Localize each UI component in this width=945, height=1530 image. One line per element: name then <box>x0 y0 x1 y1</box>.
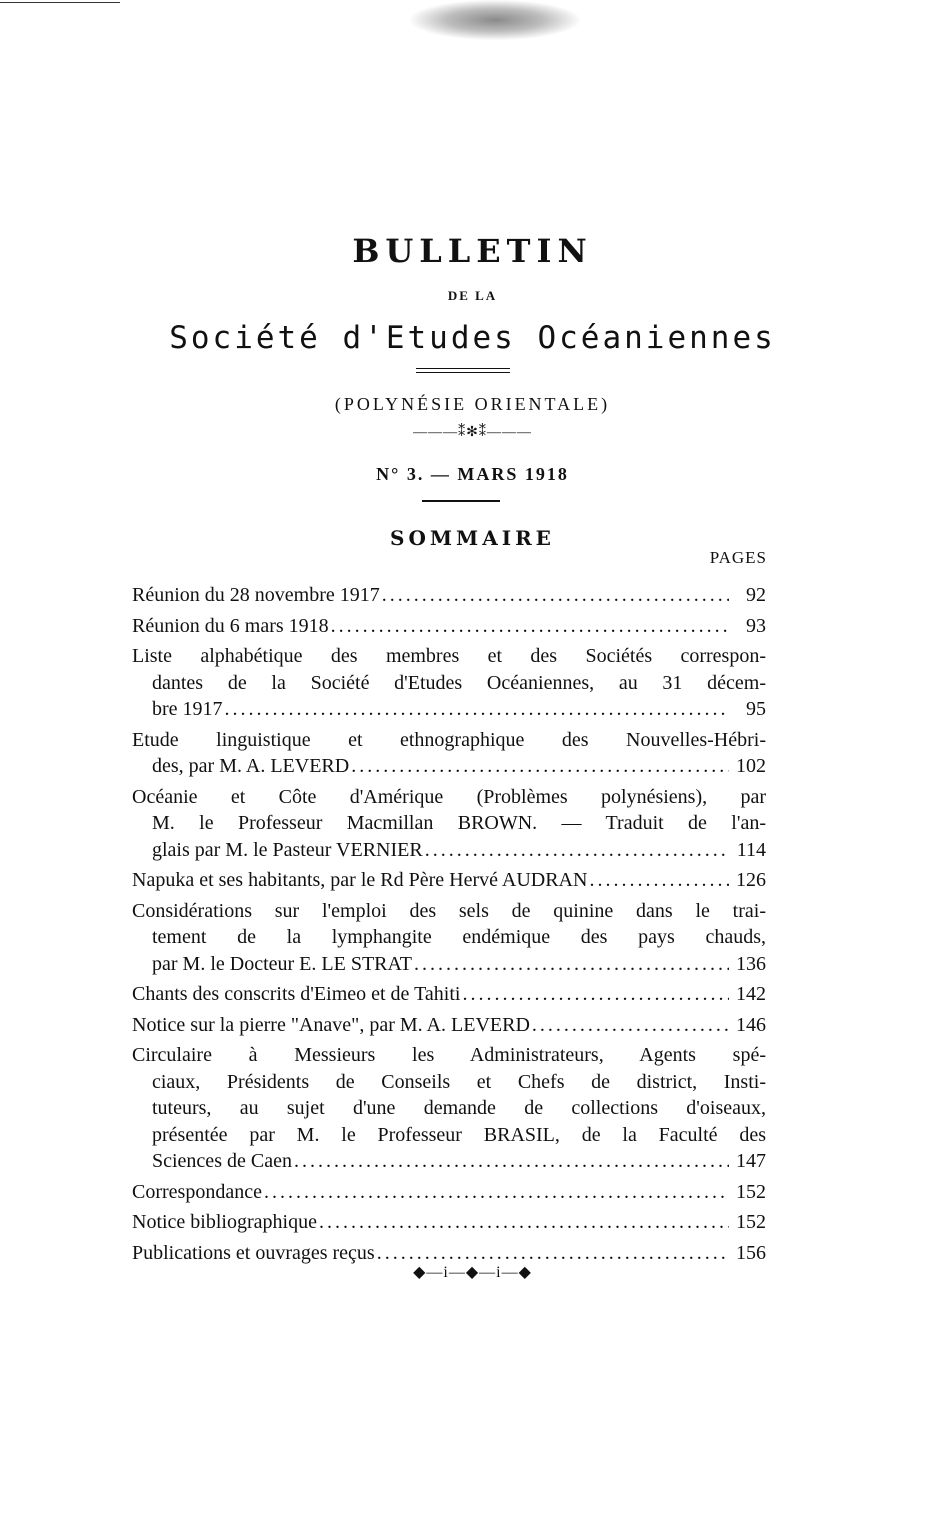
toc-entry-text: Considérations sur l'emploi des sels de quinine dans le trai- <box>132 899 766 922</box>
toc-entry <box>132 1042 766 1175</box>
dot-leader <box>532 1012 729 1039</box>
toc-entry <box>132 784 766 864</box>
ink-blot <box>410 0 580 40</box>
toc-entry-text: Liste alphabétique des membres et des Sociétés correspon- <box>132 645 766 667</box>
toc-entry-line <box>132 837 766 864</box>
toc-entry-line <box>132 784 766 811</box>
toc-entry-line <box>132 613 766 640</box>
toc-entry-text: présentée par M. le Professeur BRASIL, de la Faculté des <box>152 1123 766 1146</box>
toc-entry-text: Océanie et Côte d'Amérique (Problèmes polynésiens), par <box>132 785 766 808</box>
pages-column-label: PAGES <box>709 548 767 567</box>
toc-entry <box>132 1209 766 1236</box>
ornament-divider: ———⁑✻⁑——— <box>413 425 532 440</box>
toc-page-number: 156 <box>736 1241 766 1264</box>
toc-entry <box>132 867 766 894</box>
dot-leader <box>319 1209 729 1236</box>
toc-entry-line <box>132 1209 766 1236</box>
toc-entry-line <box>132 582 766 609</box>
toc-entry-line <box>132 753 766 780</box>
toc-entry-text: Correspondance <box>132 1180 262 1203</box>
toc-entry-text: dantes de la Société d'Etudes Océaniennes, au 31 décem- <box>152 671 766 694</box>
toc-entry-line <box>132 1179 766 1206</box>
toc-entry <box>132 643 766 723</box>
issue-number: N° 3. — MARS 1918 <box>376 464 569 484</box>
toc-page-number: 152 <box>736 1180 766 1203</box>
bulletin-title: BULLETIN <box>352 232 593 270</box>
toc-entry-text: Sciences de Caen <box>152 1150 292 1172</box>
toc-entry-line <box>132 1042 766 1069</box>
toc-entry-line <box>132 1148 766 1175</box>
toc-entry-text: tement de la lymphangite endémique des pays chauds, <box>152 926 766 948</box>
toc-entry-text: Notice bibliographique <box>132 1211 317 1233</box>
toc-page-number: 152 <box>736 1211 766 1233</box>
toc-entry <box>132 898 766 978</box>
toc-entry-line <box>132 867 766 894</box>
toc-entry-text: bre 1917 <box>152 698 223 720</box>
dot-leader <box>382 582 729 609</box>
issue-rule <box>422 500 500 502</box>
toc-entry <box>132 981 766 1008</box>
title-rule-1 <box>416 368 510 369</box>
society-name: Société d'Etudes Océaniennes <box>169 320 776 356</box>
toc-entry-line <box>132 1012 766 1039</box>
table-of-contents <box>132 582 766 1270</box>
dot-leader <box>589 867 729 894</box>
toc-entry-text: Réunion du 28 novembre 1917 <box>132 584 380 606</box>
sommaire-heading: SOMMAIRE <box>390 526 555 550</box>
toc-entry-line <box>132 810 766 837</box>
toc-entry-line <box>132 670 766 697</box>
toc-page-number: 142 <box>736 983 766 1005</box>
toc-page-number: 136 <box>736 952 766 975</box>
toc-entry-text: M. le Professeur Macmillan BROWN. — Traduit de l'an- <box>152 812 766 834</box>
toc-page-number: 146 <box>736 1013 766 1036</box>
dot-leader <box>331 613 729 640</box>
toc-entry-text: glais par M. le Pasteur VERNIER <box>152 838 423 861</box>
dot-leader <box>225 696 729 723</box>
toc-entry-line <box>132 1069 766 1096</box>
footer-ornament: ◆—i—◆—i—◆ <box>413 1264 532 1281</box>
toc-page-number: 95 <box>746 698 766 720</box>
toc-entry-text: Réunion du 6 mars 1918 <box>132 614 329 637</box>
toc-entry-line <box>132 924 766 951</box>
toc-entry-text: Circulaire à Messieurs les Administrateurs, Agents spé- <box>132 1044 766 1066</box>
toc-entry <box>132 1012 766 1039</box>
toc-entry <box>132 1179 766 1206</box>
toc-entry <box>132 582 766 609</box>
dot-leader <box>414 951 729 978</box>
toc-entry-text: tuteurs, au sujet d'une demande de collections d'oiseaux, <box>152 1097 766 1119</box>
toc-entry <box>132 727 766 780</box>
toc-page-number: 92 <box>746 584 766 606</box>
toc-entry-text: ciaux, Présidents de Conseils et Chefs de district, Insti- <box>152 1070 766 1093</box>
toc-entry-text: Chants des conscrits d'Eimeo et de Tahiti <box>132 983 461 1005</box>
title-rule-2 <box>416 372 510 373</box>
toc-entry-text: Etude linguistique et ethnographique des Nouvelles-Hébri- <box>132 728 766 751</box>
dot-leader <box>462 981 729 1008</box>
toc-entry-line <box>132 1095 766 1122</box>
toc-entry-line <box>132 643 766 670</box>
toc-entry-line <box>132 696 766 723</box>
dot-leader <box>294 1148 729 1175</box>
toc-page-number: 147 <box>736 1150 766 1172</box>
toc-page-number: 114 <box>736 838 766 861</box>
toc-entry-line <box>132 727 766 754</box>
toc-page-number: 102 <box>736 755 766 777</box>
toc-entry-text: des, par M. A. LEVERD <box>152 755 350 777</box>
toc-entry-text: par M. le Docteur E. LE STRAT <box>152 952 412 975</box>
corner-rule <box>0 2 120 3</box>
toc-entry-line <box>132 1122 766 1149</box>
region-subtitle: (POLYNÉSIE ORIENTALE) <box>334 394 611 414</box>
toc-entry <box>132 613 766 640</box>
toc-page-number: 126 <box>736 869 766 891</box>
dot-leader <box>425 837 729 864</box>
dot-leader <box>264 1179 729 1206</box>
toc-entry-line <box>132 981 766 1008</box>
toc-page-number: 93 <box>746 614 766 637</box>
dot-leader <box>351 753 729 780</box>
toc-entry-line <box>132 898 766 925</box>
toc-entry-line <box>132 951 766 978</box>
toc-entry-text: Publications et ouvrages reçus <box>132 1241 375 1264</box>
toc-entry-text: Notice sur la pierre "Anave", par M. A. LEVERD <box>132 1013 530 1036</box>
toc-entry-text: Napuka et ses habitants, par le Rd Père Hervé AUDRAN <box>132 869 588 891</box>
de-la-label: DE LA <box>447 288 498 303</box>
